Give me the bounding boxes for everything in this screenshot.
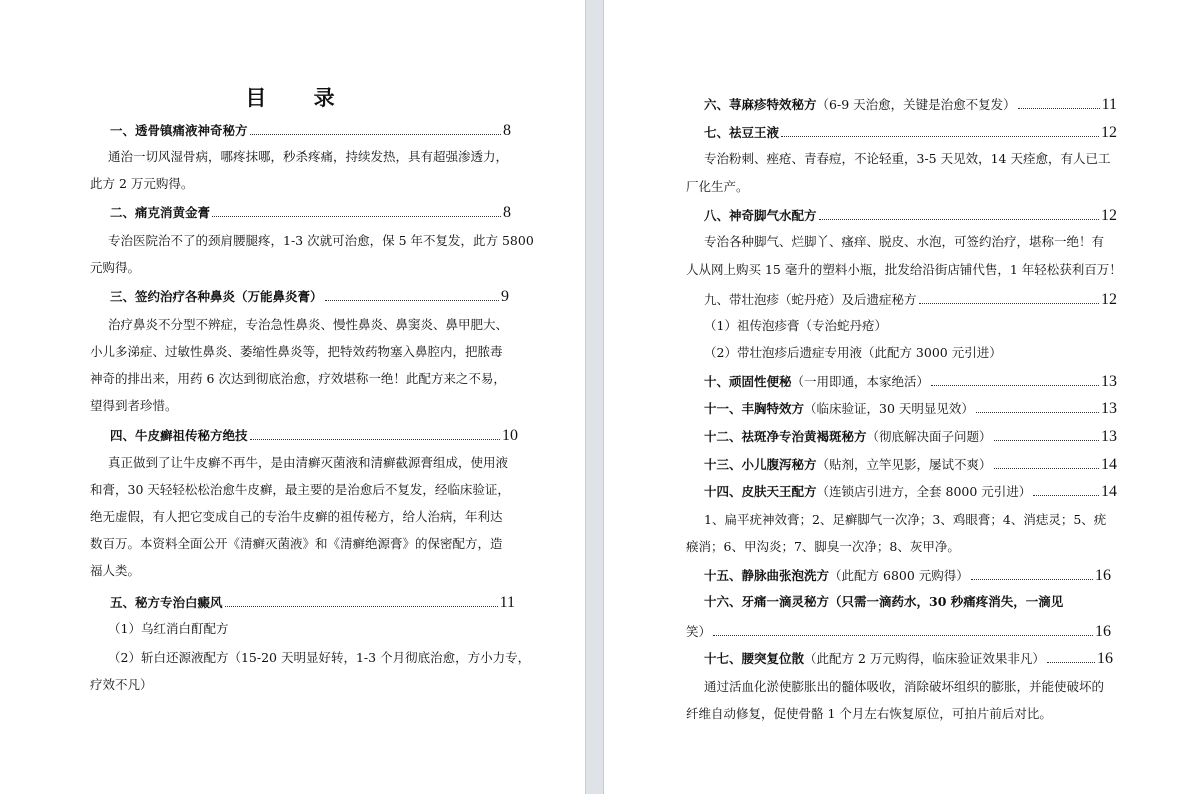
body-line: （1）乌红消白酊配方: [108, 621, 229, 636]
body-line: （1）祖传泡疹膏（专治蛇丹疮）: [704, 318, 887, 333]
body-line: 望得到者珍惜。: [90, 398, 178, 413]
toc-entry-heading: 八、神奇脚气水配方: [704, 208, 817, 223]
toc-entry-heading: 十二、祛斑净专治黄褐斑秘方: [704, 429, 867, 444]
body-line: 元购得。: [90, 260, 141, 275]
toc-entry-heading: 十三、小儿腹泻秘方: [704, 457, 817, 472]
toc-entry-17: [704, 646, 1113, 668]
page-number: 16: [1095, 623, 1111, 640]
toc-entry-note: （此配方 2 万元购得，临床验证效果非凡）: [804, 651, 1045, 666]
dot-leader: [250, 133, 501, 135]
toc-entry-note: （彻底解决面子问题）: [866, 429, 992, 444]
toc-entry-heading: 笑）: [686, 624, 712, 639]
dot-leader: [713, 634, 1093, 636]
dot-leader: [919, 302, 1099, 304]
body-line: 人从网上购买 15 毫升的塑料小瓶，批发给沿街店铺代售，1 年轻松获利百万！: [686, 262, 1122, 277]
body-line: 神奇的排出来，用药 6 次达到彻底治愈，疗效堪称一绝！此配方来之不易，: [90, 371, 506, 386]
toc-entry-14: [704, 479, 1117, 501]
page-number: 9: [501, 288, 509, 305]
toc-entry-note: （一用即通，本家绝活）: [791, 374, 930, 389]
toc-entry-heading: 十一、丰胸特效方: [704, 401, 805, 416]
body-line: 瘊消；6、甲沟炎；7、脚臭一次净；8、灰甲净。: [686, 539, 960, 554]
dot-leader: [1047, 661, 1095, 663]
left-page: [0, 0, 585, 794]
dot-leader: [1018, 107, 1100, 109]
body-line: 通治一切风湿骨病，哪疼抹哪，秒杀疼痛，持续发热，具有超强渗透力，: [108, 149, 509, 164]
dot-leader: [976, 411, 1099, 413]
page-number: 8: [503, 122, 511, 139]
page-number: 11: [499, 594, 515, 611]
toc-entry-7: [704, 120, 1117, 142]
page-number: 12: [1101, 207, 1117, 224]
page-divider: [585, 0, 604, 794]
page-number: 14: [1101, 483, 1117, 500]
page-number: 8: [503, 204, 511, 221]
body-line: 数百万。本资料全面公开《清癣灭菌液》和《清癣绝源膏》的保密配方，造: [90, 536, 503, 551]
toc-entry-12: [704, 424, 1117, 446]
dot-leader: [225, 605, 498, 607]
toc-entry-note: （临床验证，30 天明显见效）: [804, 401, 974, 416]
toc-title: 目 录: [245, 85, 355, 110]
toc-entry-heading: 十七、腰突复位散: [704, 651, 805, 666]
body-line: （2）带壮泡疹后遗症专用液（此配方 3000 元引进）: [704, 345, 1002, 360]
body-line: 1、扁平疣神效膏；2、足癣脚气一次净；3、鸡眼膏；4、消痣灵；5、疣: [704, 512, 1107, 527]
toc-entry-6: [704, 92, 1117, 114]
dot-leader: [250, 438, 500, 440]
toc-entry-11: [704, 396, 1117, 418]
dot-leader: [1033, 494, 1099, 496]
toc-entry-5: [110, 590, 515, 612]
dot-leader: [971, 578, 1093, 580]
toc-entry-note: （6-9 天治愈，关键是治愈不复发）: [816, 97, 1016, 112]
dot-leader: [325, 299, 499, 301]
toc-entry-3: [110, 284, 509, 306]
body-line: 绝无虚假，有人把它变成自己的专治牛皮癣的祖传秘方，给人治病，年利达: [90, 509, 503, 524]
toc-entry-heading: 十五、静脉曲张泡洗方: [704, 568, 830, 583]
body-line: 纤维自动修复，促使骨骼 1 个月左右恢复原位，可拍片前后对比。: [686, 706, 1052, 721]
toc-entry-10: [704, 369, 1117, 391]
toc-entry-heading: 七、祛豆王液: [704, 125, 780, 140]
toc-entry-4: [110, 423, 518, 445]
body-line: 专治粉刺、痤疮、青春痘，不论轻重，3-5 天见效，14 天痊愈，有人已工: [704, 151, 1111, 166]
dot-leader: [212, 215, 501, 217]
toc-entry-heading: 十四、皮肤天王配方: [704, 484, 817, 499]
page-number: 11: [1101, 96, 1117, 113]
page-number: 14: [1101, 456, 1117, 473]
page-number: 10: [502, 427, 518, 444]
dot-leader: [994, 439, 1099, 441]
toc-entry-8: [704, 203, 1117, 225]
toc-entry-13: [704, 452, 1117, 474]
body-line: 此方 2 万元购得。: [90, 176, 194, 191]
body-line: 通过活血化淤使膨胀出的髓体吸收，消除破坏组织的膨胀，并能使破坏的: [704, 679, 1105, 694]
toc-entry-16-heading: 十六、牙痛一滴灵秘方（只需一滴药水，30 秒痛疼消失，一滴见: [704, 594, 1064, 609]
page-number: 16: [1097, 650, 1113, 667]
body-line: 厂化生产。: [686, 179, 749, 194]
dot-leader: [781, 135, 1099, 137]
page-number: 12: [1101, 124, 1117, 141]
page-number: 13: [1101, 428, 1117, 445]
body-line: 治疗鼻炎不分型不辨症，专治急性鼻炎、慢性鼻炎、鼻窦炎、鼻甲肥大、: [108, 317, 509, 332]
body-line: 和膏，30 天轻轻松松治愈牛皮癣，最主要的是治愈后不复发，经临床验证，: [90, 482, 510, 497]
toc-entry-15: [704, 563, 1111, 585]
toc-entry-heading: 三、签约治疗各种鼻炎（万能鼻炎膏）: [110, 289, 323, 304]
toc-entry-2: [110, 200, 511, 222]
page-number: 13: [1101, 400, 1117, 417]
page-number: 13: [1101, 373, 1117, 390]
toc-entry-note: （贴剂，立竿见影，屡试不爽）: [816, 457, 992, 472]
body-line: （2）斩白还源液配方（15-20 天明显好转，1-3 个月彻底治愈，方小力专，: [108, 650, 531, 665]
dot-leader: [931, 384, 1099, 386]
dot-leader: [819, 218, 1099, 220]
body-line: 疗效不凡）: [90, 677, 153, 692]
body-line: 专治医院治不了的颈肩腰腿疼，1-3 次就可治愈，保 5 年不复发，此方 5800: [108, 233, 534, 248]
right-page: [604, 0, 1187, 794]
toc-entry-note: （连锁店引进方，全套 8000 元引进）: [816, 484, 1032, 499]
toc-entry-heading: 四、牛皮癣祖传秘方绝技: [110, 428, 248, 443]
toc-entry-heading: 九、带壮泡疹（蛇丹疮）及后遗症秘方: [704, 292, 917, 307]
toc-entry-heading: 一、透骨镇痛液神奇秘方: [110, 123, 248, 138]
page-number: 12: [1101, 291, 1117, 308]
body-line: 小儿多涕症、过敏性鼻炎、萎缩性鼻炎等，把特效药物塞入鼻腔内，把脓毒: [90, 344, 503, 359]
toc-entry-9: [704, 287, 1117, 309]
toc-entry-heading: 二、痛克消黄金膏: [110, 205, 211, 220]
body-line: 专治各种脚气、烂脚丫、瘙痒、脱皮、水泡，可签约治疗，堪称一绝！有: [704, 234, 1105, 249]
toc-entry-heading: 六、荨麻疹特效秘方: [704, 97, 817, 112]
toc-entry-heading: 十、顽固性便秘: [704, 374, 792, 389]
toc-entry-16: [686, 619, 1111, 641]
page-number: 16: [1095, 567, 1111, 584]
body-line: 福人类。: [90, 563, 141, 578]
toc-entry-1: [110, 118, 511, 140]
toc-entry-note: （此配方 6800 元购得）: [829, 568, 969, 583]
body-line: 真正做到了让牛皮癣不再牛，是由清癣灭菌液和清癣截源膏组成，使用液: [108, 455, 509, 470]
dot-leader: [994, 467, 1099, 469]
toc-entry-heading: 五、秘方专治白癜风: [110, 595, 223, 610]
